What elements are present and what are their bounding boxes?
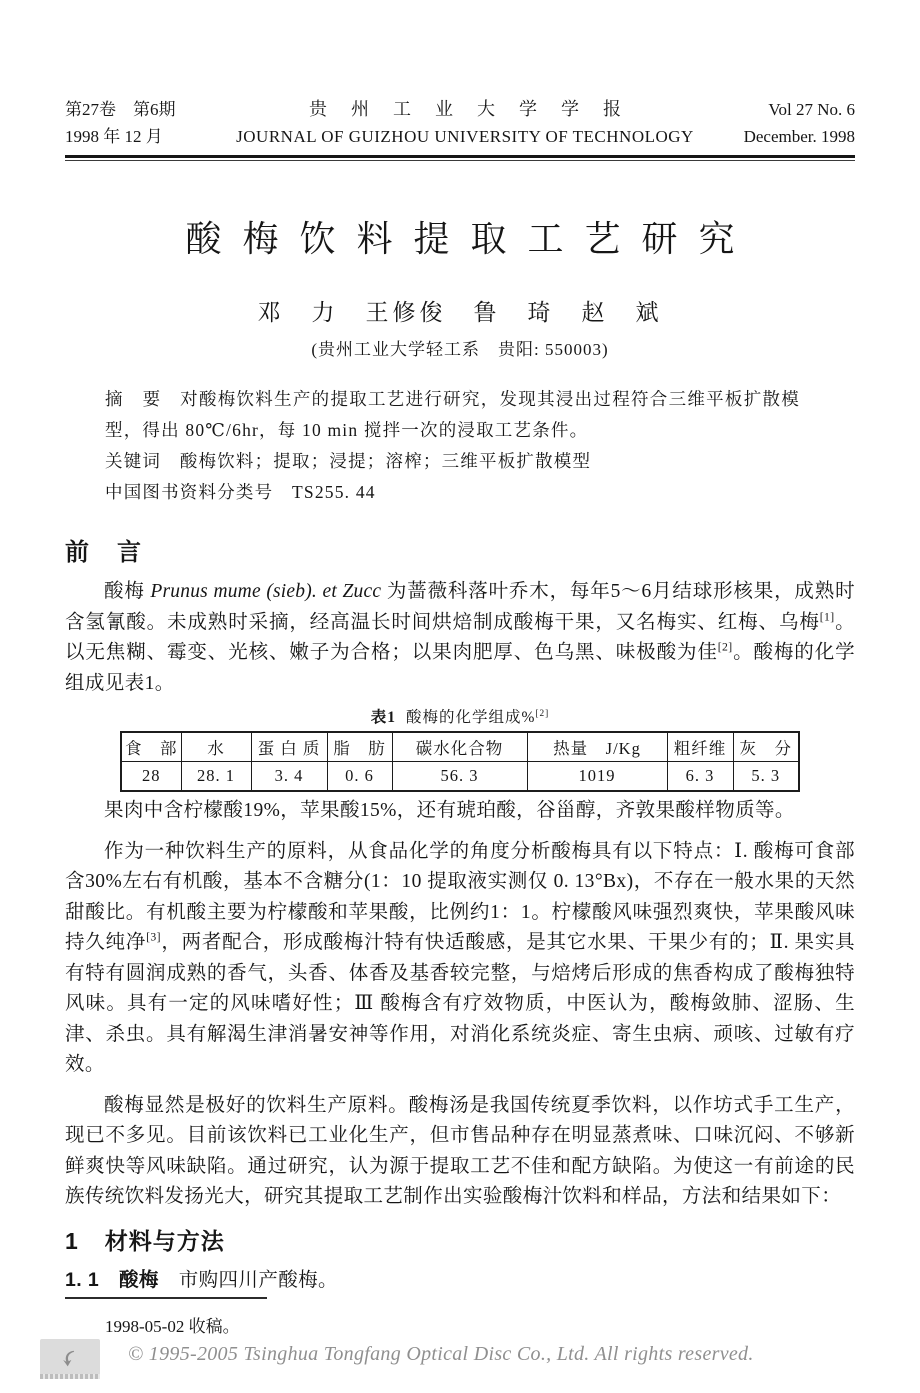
issue-date-cn: 1998 年 12 月	[65, 127, 163, 146]
citation-ref-1: [1]	[819, 610, 835, 623]
abstract-paragraph	[105, 384, 800, 446]
keywords-line	[105, 446, 800, 477]
citation-ref-2: [2]	[717, 640, 733, 654]
p1-text-3: 。酸梅的化学组成见表1。	[65, 642, 855, 694]
table-1-label: 表1	[370, 709, 396, 726]
tongfang-logo	[40, 1339, 100, 1379]
clc-code: TS255. 44	[292, 482, 376, 502]
table-header-cell: 蛋 白 质	[251, 732, 327, 762]
keywords-text: 酸梅饮料；提取；浸提；溶榨；三维平板扩散模型	[179, 451, 592, 471]
table-1	[120, 731, 800, 792]
p1-text-2: 。以无焦糊、霉变、光核、嫩子为合格；以果肉肥厚、色乌黑、味极酸为佳	[65, 611, 855, 663]
table-value-cell: 1019	[527, 762, 667, 792]
table-header-cell: 粗纤维	[667, 732, 733, 762]
table-value-cell: 28. 1	[181, 762, 251, 792]
issue-date-en: December. 1998	[743, 127, 855, 146]
received-date: 1998-05-02 收稿。	[105, 1317, 240, 1336]
subsection-1-1-text: 市购四川产酸梅。	[158, 1269, 338, 1291]
p3-text-2: ，两者配合，形成酸梅汁特有快适酸感，是其它水果、干果少有的；Ⅱ. 果实具有特有圆润成熟的香气，头香、体香及基香较完整，与焙烤后形成的焦香构成了酸梅独特风味。具有一定的风味嗜好性；Ⅲ 酸梅含有疗效物质，中医认为，酸梅敛肺、涩肠、生津、杀虫。具有解渴生津消暑安神等作用，对消化系统炎症、寄生虫病、顽咳、过敏有疗效。	[65, 932, 855, 1075]
journal-page	[0, 96, 920, 1393]
foreword-paragraph-4: 酸梅显然是极好的饮料生产原料。酸梅汤是我国传统夏季饮料，以作坊式手工生产，现已不多见。目前该饮料已工业化生产，但市售品种存在明显蒸煮味、口味沉闷、不够新鲜爽快等风味缺陷。通过研究，认为源于提取工艺不佳和配方缺陷。为使这一有前途的民族传统饮料发扬光大，研究其提取工艺制作出实验酸梅汁饮料和样品，方法和结果如下：	[65, 1094, 855, 1207]
table-header-cell: 热量 J/Kg	[527, 732, 667, 762]
table-header-cell: 食 部	[121, 732, 181, 762]
table-value-cell: 28	[121, 762, 181, 792]
masthead-row-2	[65, 123, 855, 150]
clc-line	[105, 477, 800, 508]
foreword-paragraph-3	[65, 837, 855, 1081]
table-1-header-row	[121, 732, 799, 762]
table-1-caption-text: 酸梅的化学组成%	[406, 709, 536, 726]
swirl-icon	[59, 1348, 81, 1370]
subsection-1-1	[65, 1264, 855, 1292]
table-value-cell: 3. 4	[251, 762, 327, 792]
table-header-cell: 碳水化合物	[392, 732, 527, 762]
volume-issue-cn: 第27卷 第6期	[65, 100, 176, 119]
p3-text-1: 作为一种饮料生产的原料，从食品化学的角度分析酸梅具有以下特点：Ⅰ. 酸梅可食部含30%左右有机酸，基本不含糖分(1：10 提取液实测仅 0. 13°Bx)，不存在一般水果的天然甜酸比。有机酸主要为柠檬酸和苹果酸，比例约1：1。柠檬酸风味强烈爽快，苹果酸风味持久纯净	[65, 840, 855, 953]
table-value-cell: 6. 3	[667, 762, 733, 792]
table-1-value-row	[121, 762, 799, 792]
abstract-text: 对酸梅饮料生产的提取工艺进行研究，发现其浸出过程符合三维平板扩散模型，得出 80℃/6hr，每 10 min 搅拌一次的浸取工艺条件。	[105, 389, 800, 440]
abstract-label: 摘 要	[105, 389, 181, 409]
table-caption-citation: [2]	[535, 708, 550, 719]
foreword-paragraph-2: 果肉中含柠檬酸19%，苹果酸15%，还有琥珀酸，谷甾醇，齐敦果酸样物质等。	[104, 800, 795, 821]
journal-masthead	[65, 96, 855, 158]
table-value-cell: 0. 6	[327, 762, 392, 792]
section-1-number: 1	[65, 1227, 79, 1254]
section-1-title: 材料与方法	[104, 1227, 225, 1254]
subsection-1-1-label: 1. 1 酸梅	[65, 1268, 159, 1291]
table-header-cell: 水	[181, 732, 251, 762]
p1-lead: 酸梅	[104, 581, 151, 602]
keywords-label: 关键词	[105, 451, 180, 471]
foreword-heading: 前 言	[65, 539, 143, 566]
table-value-cell: 5. 3	[733, 762, 799, 792]
section-1-heading	[65, 1223, 855, 1256]
volume-issue-en: Vol 27 No. 6	[768, 100, 855, 119]
citation-ref-3: [3]	[146, 930, 161, 944]
table-header-cell: 灰 分	[733, 732, 799, 762]
masthead-row-1	[65, 96, 855, 123]
copyright-line: © 1995-2005 Tsinghua Tongfang Optical Disc Co., Ltd. All rights reserved.	[128, 1343, 754, 1365]
affiliation: (贵州工业大学轻工系 贵阳: 550003)	[311, 340, 609, 359]
abstract-block	[105, 384, 800, 508]
journal-name-en: JOURNAL OF GUIZHOU UNIVERSITY OF TECHNOLOGY	[236, 127, 694, 146]
table-header-cell: 脂 肪	[327, 732, 392, 762]
journal-name-cn: 贵州工业大学学报	[309, 99, 645, 119]
table-value-cell: 56. 3	[392, 762, 527, 792]
foreword-paragraph-1	[65, 577, 855, 699]
footnote-separator	[65, 1297, 267, 1299]
masthead-rule	[65, 160, 855, 161]
p1-text-1: 为蔷薇科落叶乔木，每年5～6月结球形核果，成熟时含氢氰酸。未成熟时采摘，经高温长时间烘焙制成酸梅干果，又名梅实、红梅、乌梅	[65, 581, 856, 633]
clc-label: 中国图书资料分类号	[105, 482, 292, 502]
author-names: 邓 力 王修俊 鲁 琦 赵 斌	[257, 300, 663, 325]
paper-title: 酸梅饮料提取工艺研究	[185, 219, 756, 259]
logo-caption-text	[40, 1374, 100, 1379]
latin-species-name: Prunus mume (sieb). et Zucc	[150, 581, 382, 602]
table-1-caption	[0, 705, 920, 727]
